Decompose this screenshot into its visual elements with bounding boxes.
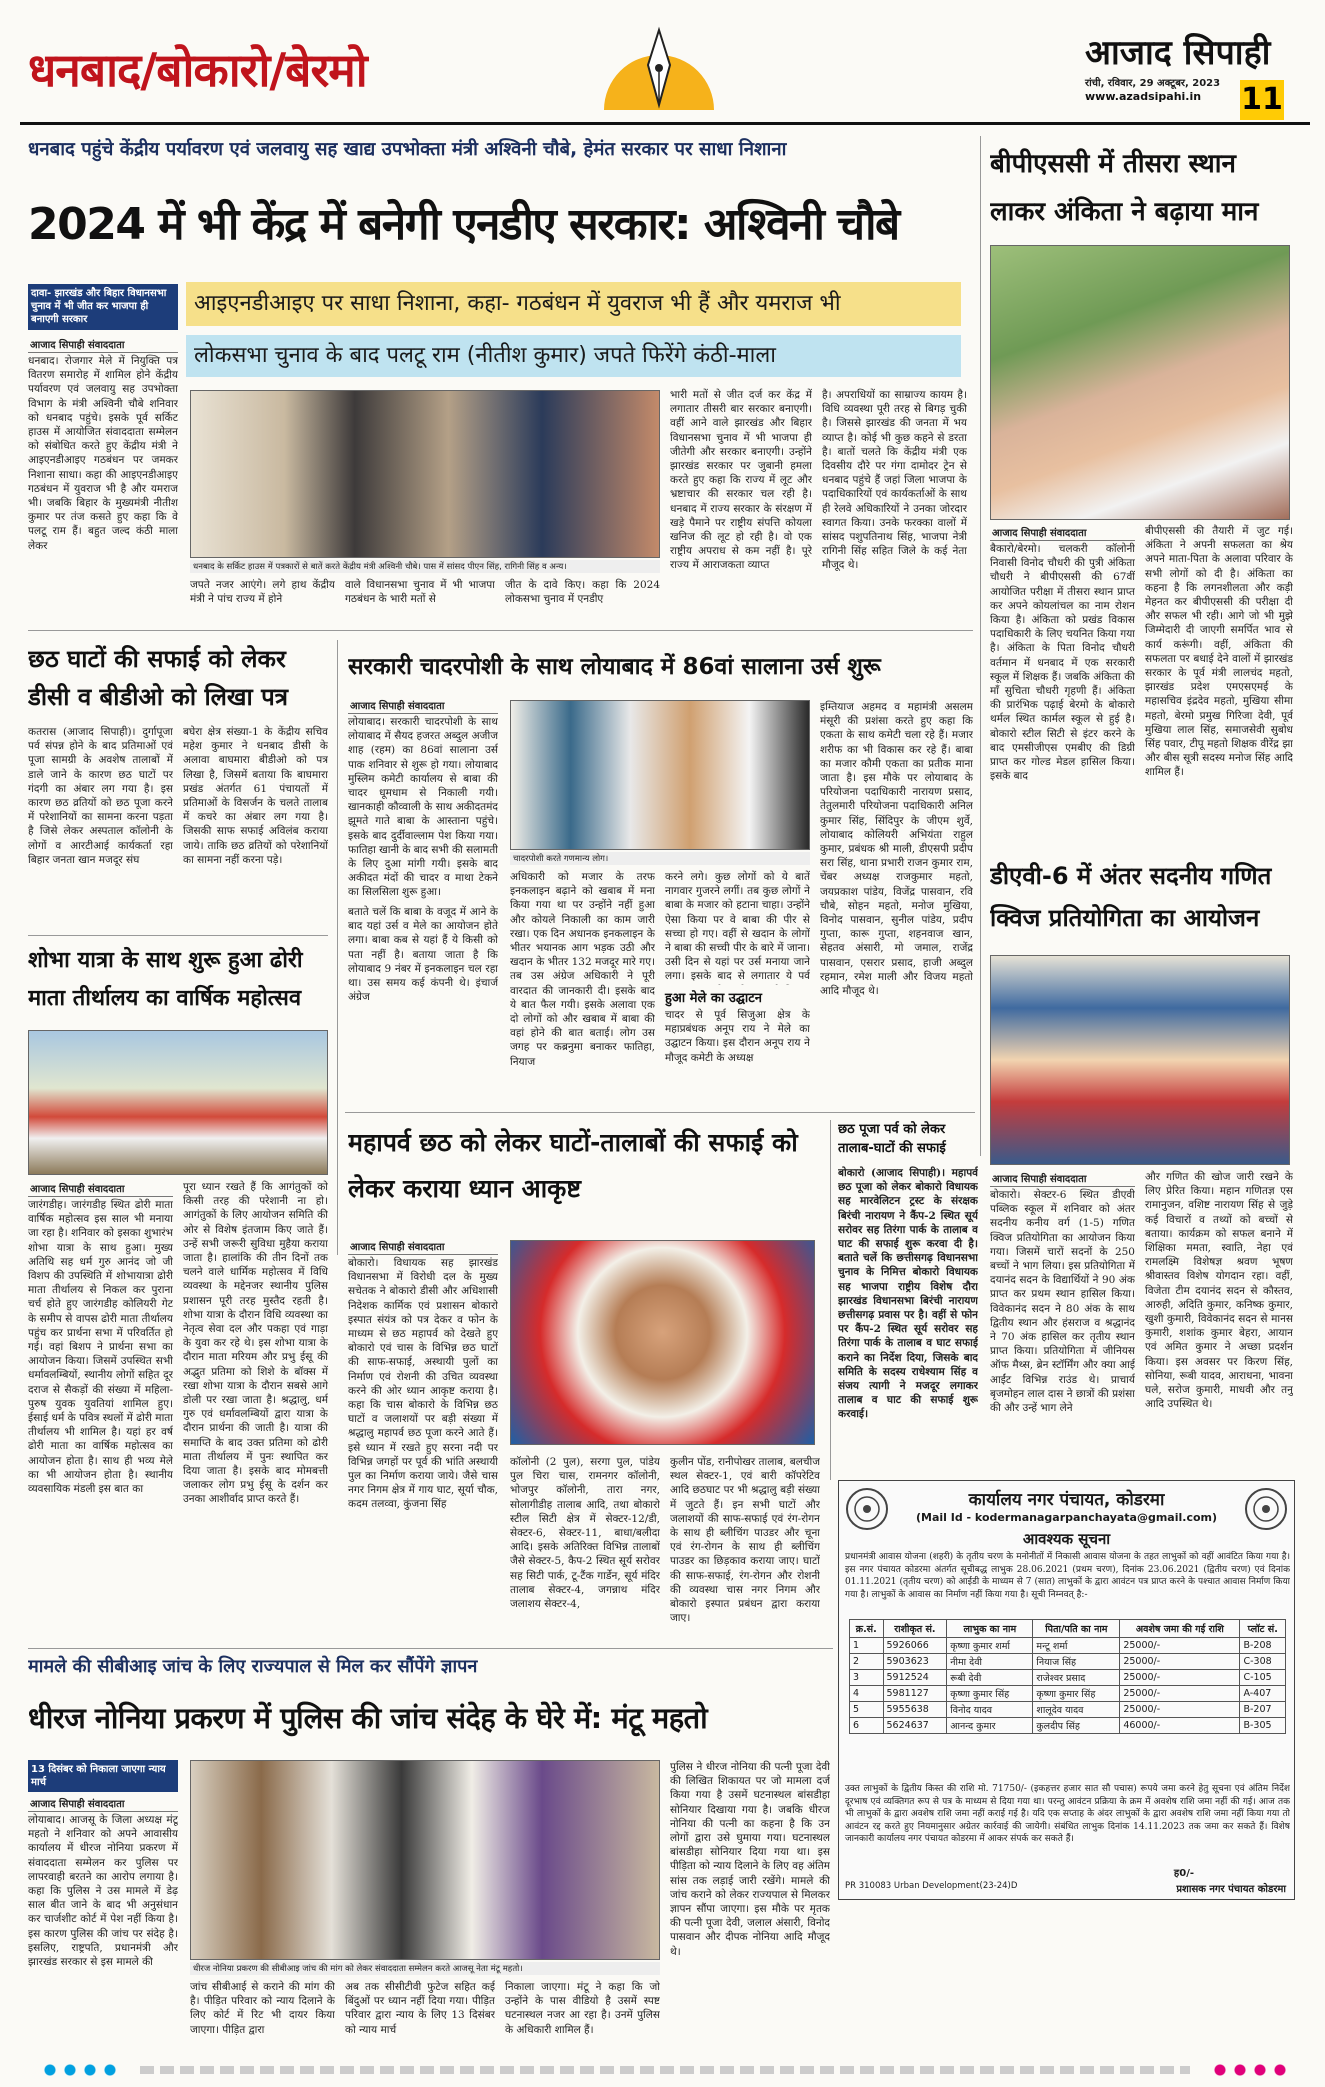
table-header-cell: अवशेष जमा की गई राशि — [1120, 1620, 1240, 1638]
ankita-byline: आजाद सिपाही संवाददाता — [990, 524, 1135, 541]
urs-body-col2: अधिकारी को मजार के तरफ इनकलाइन बढ़ाने को खबाब में मना किया गया था पर उन्होंने नहीं हुआ और कोयले निकाली का काम जारी रखा। एक दिन अधानक इनकलाइन के भीतर भयानक आग भड़क उठी और खदान के भीतर 132 मजदूर मारे गए। तब उस अंग्रेज अधिकारी ने पूरी वारदात की जानकारी दी। इसके बाद ये बात फैल गयी। इसके अलावा एक दो लोगों को और खबाब में बाबा की वहां होने की बात बताई। लोग उस जगह पर कब्रनुमा बनाकर फातिहा, नियाज — [510, 871, 655, 1068]
dateline: रांची, रविवार, 29 अक्टूबर, 2023 — [1085, 78, 1221, 89]
row-divider — [28, 935, 328, 936]
lead-headline: 2024 में भी केंद्र में बनेगी एनडीए सरकार: अश्विनी चौबे — [28, 199, 899, 250]
notice-mail: (Mail Id - kodermanagarpanchayata@gmail.com) — [915, 1511, 1218, 1524]
chhath2-headline: छठ पूजा पर्व को लेकर तालाब-घाटों की सफाई — [838, 1122, 946, 1156]
section-title: धनबाद/बोकारो/बेरमो — [28, 43, 367, 97]
urs-body-col3: करने लगे। कुछ लोगों को ये बातें नागवार गुजरने लगीं। तब कुछ लोगों ने बाबा के मजार को हटाना चाहा। उन्होंने ऐसा किया पर वे बाबा की पीर से सच्चा हो गए। वहीं से खदान के लोगों ने बाबा की सच्ची पीर के बारे में जाना। उसी दिन से यहां पर उर्स मनाया जाने लगा। इसके बाद से लगातार ये पर्व — [665, 871, 810, 983]
cbi-photo-caption: धीरज नोनिया प्रकरण की सीबीआइ जांच की मांग को लेकर संवाददाता सम्मेलन करते आजसू नेता मंटू महतो। — [190, 1962, 660, 1975]
urs-body-col1b: बताते चलें कि बाबा के वजूद में आने के बाद यहां उर्स व मेले का आयोजन होते लगा। बाबा कब से यहां हैं ये किसी को पता नहीं है। बताया जाता है कि लोयाबाद 9 नंबर में इनकलाइन चल रहा था। उस समय कई कंपनी थे। इंचार्ज अंग्रेज — [348, 906, 498, 1004]
newspaper-name: आजाद सिपाही — [1085, 33, 1271, 73]
row-divider — [28, 630, 973, 631]
table-cell: 25000/- — [1120, 1654, 1240, 1670]
table-cell: 2 — [850, 1654, 884, 1670]
shobha-photo — [28, 1030, 328, 1175]
mahaparv-byline: आजाद सिपाही संवाददाता — [348, 1238, 498, 1255]
table-cell: कुलदीप सिंह — [1033, 1718, 1120, 1734]
table-cell: मन्टू शर्मा — [1033, 1638, 1120, 1654]
table-cell: 25000/- — [1120, 1702, 1240, 1718]
masthead-rule — [20, 122, 1310, 125]
cbi-headline: धीरज नोनिया प्रकरण में पुलिस की जांच संदेह के घेरे में: मंटू महतो — [28, 1701, 708, 1735]
urs-photo — [510, 700, 810, 850]
mahaparv-body-col2: कॉलोनी (2 पुल), सरगा पुल, पांडेय पुल चिरा चास, रामनगर कॉलोनी, भोजपुर कॉलोनी, तारा नगर, सोलागीडीह तालाब आदि, तथा बोकारो स्टील सिटी क्षेत्र में सेक्टर-12/डी, सेक्टर-6, सेक्टर-11, बाधा/बलीदा आदि। इसके अतिरिक्त विभिन्न तालाबों जैसे सेक्टर-5, कैप-2 स्थित सूर्य सरोवर सह सिटी पार्क, टू-टैंक गार्डेन, सूर्य मंदिर तालाब सेक्टर-4, जगन्नाथ मंदिर जलाशय सेक्टर-4, — [510, 1456, 660, 1611]
notice-body: उक्त लाभुकों के द्वितीय किस्त की राशि मो. 71750/- (इकहत्तर हजार सात सौ पचास) रूपये जमा करने हेतु सूचना एवं अंतिम निर्देश दूरभाष एवं व्यक्तिगत रूप से पत्र के माध्यम से दिया गया था। परन्तु आवंटन प्रक्रिया के क्रम में अवशेष राशि जमा नहीं की गई। आज तक भी लाभुकों के द्वारा अवशेष राशि जमा नहीं कराई गई है। यदि एक सप्ताह के अंदर लाभुकों के द्वारा अवशेष राशि जमा नहीं किया गया तो आवंटन रद्द करते हुए नियमानुसार अग्रेतर कार्रवाई की जायेगी। संबंधित लाभुक दिनांक 14.11.2023 तक जमा कर सकते हैं। विशेष जानकारी कार्यालय नगर पंचायत कोडरमा में आकर संपर्क कर सकते हैं। — [845, 1784, 1290, 1844]
table-cell: कृष्णा कुमार सिंह — [1033, 1686, 1120, 1702]
cbi-body-col1: लोयाबाद। आजसू के जिला अध्यक्ष मंटू महतो ने शनिवार को अपने आवासीय कार्यालय में धीरज नोनिया प्रकरण में संवाददाता सम्मेलन कर पुलिस पर लापरवाही बरतने का आरोप लगाया है। कहा कि पुलिस ने उस मामले में डेढ़ साल बीत जाने के बाद भी अनुसंधान कर चार्जशीट कोर्ट में पेश नहीं किया है। इस कारण पुलिस की जांच पर संदेह है। इसलिए, राष्ट्रपति, प्रधानमंत्री और झारखंड सरकार से इस मामले की — [28, 1814, 178, 1969]
notice-table — [849, 1619, 1286, 1734]
urs-body-col4: इम्तियाज अहमद व महामंत्री असलम मंसूरी की प्रशंसा करते हुए कहा कि एकता के साथ कमेटी चला रहे हैं। मजार शरीफ का भी विकास कर रहे हैं। बाबा का मजार कौमी एकता का प्रतीक माना जाता है। इस मौके पर लोयाबाद के परियोजना पदाधिकारी नारायण प्रसाद, तेतुलमारी परियोजना पदाधिकारी अनिल कुमार सिंह, सिंदिपुर के जीएम शुर्वे, लोयाबाद कोलियरी अभियंता राहुल कुमार, प्रबंधक श्री माली, डीएसपी प्रदीप सरा सिंह, थाना प्रभारी राजन कुमार राम, चेंबर अध्यक्ष राजकुमार महतो, जयप्रकाश पांडेय, विजेंद्र पासवान, रवि चौबे, सोहन महतो, मनोज मुखिया, विनोद पासवान, सुनील पांडेय, प्रदीप गुप्ता, कारू गुप्ता, शहनवाज खान, सेहतव अंसारी, मो जमाल, राजेंद्र पासवान, एसरार प्रसाद, हाजी अब्दुल रहमान, रमेश माली और विजय महतो आदि मौजूद थे। — [820, 701, 973, 998]
color-dots-left — [40, 2064, 120, 2076]
column-divider — [980, 136, 981, 1156]
urs-byline: आजाद सिपाही संवाददाता — [348, 697, 498, 714]
row-divider — [28, 1648, 833, 1649]
row-divider — [345, 1112, 975, 1113]
table-cell: 6 — [850, 1718, 884, 1734]
dav-body-col1: बोकारो। सेक्टर-6 स्थित डीएवी पब्लिक स्कूल में शनिवार को अंतर सदनीय कनीय वर्ग (1-5) गणित क्विज प्रतियोगिता का आयोजन किया गया। जिसमें चारों सदनों के 250 बच्चों ने भाग लिया। इस प्रतियोगिता में दयानंद सदन के विद्यार्थियों ने 90 अंक प्राप्त कर प्रथम स्थान हासिल किया। विवेकानंद सदन ने 80 अंक के साथ द्वितीय स्थान और हंसराज व श्रद्धानंद ने 70 अंक हासिल कर तृतीय स्थान प्राप्त किया। प्रतियोगिता में जीनियस ऑफ मैथ्स, ब्रेन स्टॉर्मिंग और क्या आई आईंट विभिन्न राउंड थे। प्राचार्य बृजमोहन लाल दास ने छात्रों की प्रशंसा की और उन्हें भाग लेने — [990, 1189, 1135, 1415]
chhath2-body: बोकारो (आजाद सिपाही)। महापर्व छठ पूजा को लेकर बोकारो विधायक सह मारवेलिटन ट्रस्ट के संरक्षक बिरंची नारायण ने कैंप-2 स्थित सूर्य सरोवर सह तिरंगा पार्क के तालाब व घाट की सफाई शुरू करवा दी है। बताते चलें कि छत्तीसगढ़ विधानसभा चुनाव के निमित्त बोकारो विधायक सह भाजपा राष्ट्रीय विशेष दौरा झारखंड विधानसभा बिरंची नारायण छत्तीसगढ़ प्रवास पर है। वहीं से फोन पर कैंप-2 स्थित सूर्य सरोवर सह तिरंगा पार्क के तालाब व घाट सफाई कराने का निर्देश दिया, जिसके बाद समिति के सदस्य राधेश्याम सिंह व संजय त्यागी ने मजदूर लगाकर तालाब व घाट की सफाई शुरू करवाई। — [838, 1167, 978, 1421]
color-dots-right — [1210, 2064, 1290, 2076]
ankita-headline: बीपीएससी में तीसरा स्थान लाकर अंकिता ने बढ़ाया मान — [990, 149, 1259, 227]
notice-table-header — [850, 1620, 1286, 1638]
lead-kicker: धनबाद पहुंचे केंद्रीय पर्यावरण एवं जलवायु सह खाद्य उपभोक्ता मंत्री अश्विनी चौबे, हेमंत सरकार पर साधा निशाना — [28, 139, 787, 160]
urs-body-col3b: चादर से पूर्व सिजुआ क्षेत्र के महाप्रबंधक अनूप राय ने मेले का उद्घाटन किया। इस दौरान अनूप राय ने मौजूद कमेटी के अध्यक्ष — [665, 1009, 810, 1064]
table-row — [850, 1638, 1286, 1654]
dav-photo — [990, 955, 1290, 1165]
table-cell: 46000/- — [1120, 1718, 1240, 1734]
table-cell: 4 — [850, 1686, 884, 1702]
mahaparv-body-col3: कुलीन पोंड, रानीपोखर तालाब, बलचीज स्थल सेक्टर-1, एवं बारी कॉपरेटिव आदि छठघाट पर भी श्रद्धालु बड़ी संख्या में जुटते हैं। इन सभी घाटों और जलाशयों की साफ-सफाई एवं रंग-रोगन के साथ ही ब्लीचिंग पाउडर और चूना एवं रंग-रोगन के साथ ही ब्लीचिंग पाउडर का छिड़काव कराया जाए। घाटों की साफ-सफाई, रंग-रोगन और रोशनी की व्यवस्था चास नगर निगम और बोकारो इस्पात प्रबंधन द्वारा कराया जाए। — [670, 1456, 820, 1625]
shobha-headline: शोभा यात्रा के साथ शुरू हुआ ढोरी माता तीर्थालय का वार्षिक महोत्सव — [28, 948, 303, 1011]
table-cell: 5926066 — [883, 1638, 947, 1654]
cbi-body-col2: जांच सीबीआई से कराने की मांग की है। पीड़ित परिवार को न्याय दिलाने के लिए कोर्ट में रिट भी दायर किया जाएगा। पीड़ित द्वारा — [190, 1981, 335, 2036]
table-cell: B-305 — [1240, 1718, 1286, 1734]
table-row — [850, 1702, 1286, 1718]
government-notice — [838, 1480, 1295, 1900]
shobha-byline: आजाद सिपाही संवाददाता — [28, 1180, 173, 1197]
notice-signed: ह0/- — [1173, 1868, 1194, 1879]
table-cell: शालूदेव यादव — [1033, 1702, 1120, 1718]
table-cell: 25000/- — [1120, 1686, 1240, 1702]
table-row — [850, 1718, 1286, 1734]
shobha-body-col2: पूरा ध्यान रखते हैं कि आगंतुकों को किसी तरह की परेशानी ना हो। आगंतुकों के लिए आयोजन समिति की ओर से विशेष इंतजाम किए जाते हैं। उन्हें सभी जरूरी सुविधा मुहैया कराया जाता है। हालांकि की तीन दिनों तक चलने वाले धार्मिक महोत्सव में विधि व्यवस्था के मद्देनजर स्थानीय पुलिस प्रशासन पूरी तरह मुस्तैद रहती है। शोभा यात्रा के दौरान विधि व्यवस्था का नेतृत्व सेवा दल और पकहा एवं गाड़ा के युवा कर रहे थे। इस शोभा यात्रा के दौरान माता मरियम और प्रभु ईसू की अद्भुत प्रतिमा को शिशे के बॉक्स में रखा शोभा यात्रा के दौरान सबसे आगे डोली पर रखा जाता है। श्रद्धालु, धर्म गुरु एवं धर्मावलम्बियों द्वारा यात्रा के दौरान प्रार्थना की जाती है। यात्रा की समाप्ति के बाद उक्त प्रतिमा को ढोरी माता तीर्थालय में पुनः स्थापित कर दिया जाता है। इसके बाद मोमबत्ती जलाकर लोग प्रभु ईसू के दर्शन कर उनका आशीर्वाद प्राप्त करते हैं। — [183, 1181, 328, 1506]
lead-sidebar-quote: दावा- झारखंड और बिहार विधानसभा चुनाव में भी जीत कर भाजपा ही बनाएगी सरकार — [28, 284, 178, 330]
urs-mela-subhead: हुआ मेले का उद्घाटन — [665, 991, 762, 1006]
lead-body-col3: वाले विधानसभा चुनाव में भी भाजपा गठबंधन के भारी मतों से — [345, 579, 495, 606]
shobha-body-col1: जारंगडीह। जारंगडीह स्थित ढोरी माता वार्षिक महोत्सव इस साल भी मनाया जा रहा है। शनिवार को इसका शुभारंभ शोभा यात्रा के साथ हुआ। मुख्य अतिथि सह धर्म गुरु आनंद जो जी विशप की उपस्थिति में शोभायात्रा ढोरी माता तीर्थालय से निकल कर पुराना चर्च होते हुए जारंगडीह कोलियरी गेट के समीप से वापस ढोरी माता तीर्थालय पहुंच कर प्रार्थना सभा में परिवर्तित हो गई। वहां बिशप ने प्रार्थना सभा का आयोजन किया। जिसमें उपस्थित सभी धर्मावलम्बियों, स्थानीय लोगों सहित दूर दराज से सैकड़ों की संख्या में महिला-पुरुष युवक युवतियां शामिल हुए। ईसाई धर्म के पवित्र स्थलों में ढोरी माता तीर्थालय भी शामिल है। यहां हर वर्ष ढोरी माता का वार्षिक महोत्सव का आयोजन होता है। साथ ही भव्य मेले का भी आयोजन होता है। स्थानीय व्यवसायिक मंडली इस बात का — [28, 1199, 173, 1496]
table-cell: राजेश्वर प्रसाद — [1033, 1670, 1120, 1686]
notice-signature: प्रशासक नगर पंचायत कोडरमा — [1176, 1884, 1286, 1895]
urs-body-col1: लोयाबाद। सरकारी चादरपोशी के साथ लोयाबाद में सैयद हजरत अब्दुल अजीज शाह (रहम) का 86वां सालाना उर्स पाक शनिवार से शुरू हो गया। लोयाबाद मुस्लिम कमेटी कार्यालय से बाबा की चादर धूमधाम से निकाली गयी। खानकाही कौव्वाली के साथ अकीदतमंद झूमते गाते बाबा के आस्ताना पहुंचे। इसके बाद दुर्दीवाल्लाम पेश किया गया। फातिहा खानी के बाद सभी की सलामती के लिए दुआ मांगी गयी। इसके बाद अकीदत मंदों की चादर व माथा टेकने का सिलसिला शुरू हुआ। — [348, 716, 498, 899]
pen-nib-logo — [600, 20, 718, 110]
lead-photo-caption: धनबाद के सर्किट हाउस में पत्रकारों से बातें करते केंद्रीय मंत्री अश्विनी चौबे। पास में सांसद पीएन सिंह, रागिनी सिंह व अन्य। — [190, 560, 660, 573]
ankita-photo — [990, 245, 1290, 520]
table-cell: नीमा देवी — [947, 1654, 1033, 1670]
table-header-cell: लाभुक का नाम — [947, 1620, 1033, 1638]
table-cell: रूबी देवी — [947, 1670, 1033, 1686]
table-header-cell: क्र.सं. — [850, 1620, 884, 1638]
urs-photo-caption: चादरपोशी करते गणमान्य लोग। — [510, 852, 810, 865]
table-cell: 5955638 — [883, 1702, 947, 1718]
table-cell: आनन्द कुमार — [947, 1718, 1033, 1734]
mahaparv-headline: महापर्व छठ को लेकर घाटों-तालाबों की सफाई को लेकर कराया ध्यान आकृष्ट — [348, 1128, 798, 1203]
lead-body-col6: है। अपराधियों का साम्राज्य कायम है। विधि व्यवस्था पूरी तरह से बिगड़ चुकी है। जिससे झारखंड की जनता में भय व्याप्त है। कोई भी कुछ कहने से डरता है। बातों चलते कि केंद्रीय मंत्री एक दिवसीय दौरे पर गंगा दामोदर ट्रेन से धनबाद पहुंचे हैं जहां जिला भाजपा के पदाधिकारियों एवं कार्यकर्ताओं के साथ ही रेलवे अधिकारियों ने उनका जोरदार स्वागत किया। उनके फरक्का वालों में सांसद पशुपतिनाथ सिंह, भाजपा नेत्री रागिनी सिंह सहित जिले के कई नेता मौजूद थे। — [822, 389, 967, 572]
table-cell: B-207 — [1240, 1702, 1286, 1718]
table-cell: B-208 — [1240, 1638, 1286, 1654]
dav-headline: डीएवी-6 में अंतर सदनीय गणित क्विज प्रतियोगिता का आयोजन — [990, 862, 1272, 932]
column-divider — [830, 1120, 831, 1480]
emblem-right-icon — [1244, 1487, 1288, 1531]
mahaparv-photo — [510, 1240, 815, 1445]
lead-sub1: आइएनडीआइए पर साधा निशाना, कहा- गठबंधन में युवराज भी हैं और यमराज भी — [186, 282, 961, 326]
chhath1-headline: छठ घाटों की सफाई को लेकर डीसी व बीडीओ को लिखा पत्र — [28, 645, 289, 711]
table-cell: 3 — [850, 1670, 884, 1686]
urs-headline: सरकारी चादरपोशी के साथ लोयाबाद में 86वां सालाना उर्स शुरू — [348, 654, 881, 680]
cbi-body-col4: निकाला जाएगा। मंटू ने कहा कि जो उन्होंने के पास वीडियो है उसमें स्पष्ट घटनास्थल नजर आ रहा है। उनमें पुलिस के अधिकारी शामिल हैं। — [505, 1981, 660, 2036]
table-cell: C-105 — [1240, 1670, 1286, 1686]
table-header-cell: राशीकृत सं. — [883, 1620, 947, 1638]
cbi-photo — [190, 1760, 660, 1960]
cbi-byline: आजाद सिपाही संवाददाता — [28, 1795, 178, 1812]
table-cell: 5903623 — [883, 1654, 947, 1670]
dav-byline: आजाद सिपाही संवाददाता — [990, 1170, 1135, 1187]
column-divider — [337, 640, 338, 1255]
ankita-body-col2: बीपीएससी की तैयारी में जुट गई। अंकिता ने अपनी सफलता का श्रेय अपने माता-पिता के अलावा परिवार के सभी लोगों को दी है। अंकिता का कहना है कि लगनशीलता और कड़ी मेहनत कर बीपीएससी की परीक्षा दी और सफल भी रही। आगे जो भी मुझे जिम्मेदारी दी जाएगी समर्पित भाव से कार्य करूंगी। वहीं, अंकिता की सफलता पर बधाई देने वालों में झारखंड सरकार के पूर्व मंत्री लालचंद महतो, झारखंड प्रदेश एमएसएमई के महासचिव इंद्रदेव महतो, मुखिया सीमा महतो, बेरमो प्रमुख गिरिजा देवी, पूर्व मुखिया लाल सिंह, समाजसेवी सुबोध सिंह पवार, टीपू महतो शिक्षक वीरेंद्र झा और बीस सूत्री सदस्य मनोज सिंह आदि शामिल हैं। — [1145, 525, 1293, 779]
table-cell: 5981127 — [883, 1686, 947, 1702]
lead-body-col1: धनबाद। रोजगार मेले में नियुक्ति पत्र वितरण समारोह में शामिल होने केंद्रीय पर्यावरण एवं जलवायु सह उपभोक्ता विभाग के मंत्री अश्विनी चौबे शनिवार को धनबाद पहुंचे। इसके पूर्व सर्किट हाउस में आयोजित संवाददाता सम्मेलन को संबोधित करते हुए केंद्रीय मंत्री ने आइएनडीआइए गठबंधन पर जमकर निशाना साधा। कहा की आइएनडीआइए गठबंधन में युवराज भी है और यमराज भी। जबकि बिहार के मुख्यमंत्री नीतीश कुमार पर तंज कसते हुए कहा कि वे पलटू राम हैं। बहुत जल्द कंठी माला लेकर — [28, 355, 178, 552]
emblem-left-icon — [845, 1487, 889, 1531]
lead-byline: आजाद सिपाही संवाददाता — [28, 336, 178, 353]
lead-photo — [190, 390, 660, 558]
cbi-body-col3: अब तक सीसीटीवी फुटेज सहित कई बिंदुओं पर ध्यान नहीं दिया गया। पीड़ित परिवार द्वारा न्याय के लिए 13 दिसंबर को न्याय मार्च — [345, 1981, 495, 2036]
table-cell: 5 — [850, 1702, 884, 1718]
table-cell: 25000/- — [1120, 1670, 1240, 1686]
table-cell: कृष्णा कुमार सिंह — [947, 1686, 1033, 1702]
table-row — [850, 1686, 1286, 1702]
notice-intro: प्रधानमंत्री आवास योजना (शहरी) के तृतीय चरण के मनोनीतों में निकासी आवास योजना के तहत लाभुकों को वहीं आवंटित किया गया है। इस नगर पंचायत कोडरमा अंतर्गत सूचीबद्ध लाभुक 28.06.2021 (प्रथम चरण), दिनांक 23.06.2021 (द्वितीय चरण) एवं दिनांक 01.11.2021 (तृतीय चरण) को आईडी के माध्यम से 7 (सात) लाभुकों के द्वारा आवंटन पत्र प्राप्त करने के पश्चात आवास निर्माण किया गया है। लाभुकों के आवास का निर्माण नहीं किया गया है। सूची निम्नवत् है:- — [845, 1552, 1290, 1600]
website: www.azadsipahi.in — [1085, 90, 1202, 103]
table-cell: नियाज सिंह — [1033, 1654, 1120, 1670]
lead-body-col2: जपते नजर आएंगे। लगे हाथ केंद्रीय मंत्री ने पांच राज्य में होने — [190, 579, 335, 606]
lead-body-col5: भारी मतों से जीत दर्ज कर केंद्र में लगातार तीसरी बार सरकार बनाएगी। वहीं आने वाले झारखंड और बिहार विधानसभा चुनाव में भी भाजपा ही जीतेगी और सरकार बनाएगी। उन्होंने झारखंड सरकार पर जुबानी हमला करते हुए कहा कि राज्य में लूट और भ्रष्टाचार की सरकार चल रही है। धनबाद में राज्य सरकार के संरक्षण में खड़े पैमाने पर राष्ट्रीय संपत्ति कोयला खनिज की लूट हो रही है। वो एक राष्ट्रीय अपराध से कम नहीं है। पूरे राज्य में आराजकता व्याप्त — [670, 389, 812, 572]
table-row — [850, 1670, 1286, 1686]
notice-pr-number: PR 310083 Urban Development(23-24)D — [845, 1881, 1018, 1891]
table-cell: कृष्णा कुमार शर्मा — [947, 1638, 1033, 1654]
dav-body-col2: और गणित की खोज जारी रखने के लिए प्रेरित किया। महान गणितज्ञ एस रामानुजन, वशिष्ट नारायण सिंह से जुड़े कई विचारों व तथ्यों को बच्चों से बताया। कार्यक्रम को सफल बनाने में शिक्षिका ममता, स्वाति, नेहा एवं रामलक्ष्मि विशेषज्ञ श्रवण भूषण श्रीवास्तव विशेष योगदान रहा। वहीं, विजेता टीम दयानंद सदन से कौस्तव, आरुही, अदिति कुमार, कनिष्क कुमार, खुशी कुमारी, विवेकानंद सदन से मानस कुमारी, शशांक कुमार बेहरा, आयान एवं अमित कुमार ने अच्छा प्रदर्शन किया। इस अवसर पर किरण सिंह, सोनिया, रूबी यादव, आराधना, भावना घले, सरोज कुमारी, माधवी और तनु आदि उपस्थित थे। — [1145, 1171, 1293, 1411]
table-cell: 1 — [850, 1638, 884, 1654]
registration-bar — [140, 2066, 1190, 2074]
table-row — [850, 1654, 1286, 1670]
notice-office: कार्यालय नगर पंचायत, कोडरमा — [968, 1490, 1165, 1510]
table-cell: 5912524 — [883, 1670, 947, 1686]
notice-title: आवश्यक सूचना — [1022, 1530, 1111, 1548]
table-cell: 5624637 — [883, 1718, 947, 1734]
ankita-body-col1: बैकारो/बेरमो। चलकरी कॉलोनी निवासी विनोद चौधरी की पुत्री अंकिता चौधरी ने बीपीएससी की 67वीं आयोजित परीक्षा में तीसरा स्थान प्राप्त कर अपने कोयलांचल का नाम रोशन किया है। अंकिता को प्रखंड विकास पदाधिकारी के लिए चयनित किया गया है। अंकिता के पिता विनोद चौधरी वर्तमान में धनबाद में एक सरकारी स्कूल में शिक्षक हैं। जबकि अंकिता की माँ सुचिता चौधरी गृहणी हैं। अंकिता की प्रारंभिक पढ़ाई बेरमो के बोकारो थर्मल स्थित कार्मल स्कूल से हुई है। बोकारो स्टील सिटी से इंटर करने के बाद एमसीजीएस एमबीए की डिग्री प्राप्त कर गोल्ड मेडल हासिल किया। इसके बाद — [990, 543, 1135, 783]
table-header-cell: पिता/पति का नाम — [1033, 1620, 1120, 1638]
lead-sub2: लोकसभा चुनाव के बाद पलटू राम (नीतीश कुमार) जपते फिरेंगे कंठी-माला — [186, 335, 961, 377]
lead-body-col4: जीत के दावे किए। कहा कि 2024 लोकसभा चुनाव में एनडीए — [505, 579, 660, 606]
table-header-cell: प्लॉट सं. — [1240, 1620, 1286, 1638]
mahaparv-body-col1: बोकारो। विधायक सह झारखंड विधानसभा में विरोधी दल के मुख्य सचेतक ने बोकारो डीसी और अधिशासी निदेशक कार्मिक एवं प्रशासन बोकारो इस्पात संयंत्र को पत्र देकर व फोन के माध्यम से छठ महापर्व को देखते हुए बोकारो एवं चास के विभिन्न छठ घाटों की साफ-सफाई, अस्थायी पुलों का निर्माण एवं रोशनी की उचित व्यवस्था करने की ओर ध्यान आकृष्ट कराया है। कहा कि चास बोकारो के विभिन्न छठ घाटों व जलाशयों पर बड़ी संख्या में श्रद्धालु महापर्व छठ पूजा करने आते हैं। इसे ध्यान में रखते हुए सरना नदी पर विभिन्न जगहों पर पूर्व की भांति अस्थायी पुल का निर्माण कराया जाये। जैसे चास नगर निगम क्षेत्र में गाय घाट, सूर्या चौक, कदम तलव्वा, कुंजना सिंह — [348, 1257, 498, 1511]
page-number: 11 — [1240, 80, 1284, 120]
chhath1-body-col2: बघेरा क्षेत्र संख्या-1 के केंद्रीय सचिव महेश कुमार ने धनबाद डीसी के अलावा बाघमारा बीडीओ को पत्र लिखा है, जिसमें बताया कि बाघमारा प्रखंड अंतर्गत 61 पंचायतों में प्रतिमाओं के विसर्जन के चलते तालाब में कचरे का अंबार लग गया है। जिसकी साफ सफाई अविलंब कराया जाये। ताकि छठ व्रतियों को परेशानियों का सामना नहीं करना पड़े। — [183, 726, 328, 866]
chhath1-body-col1: कतरास (आजाद सिपाही)। दुर्गापूजा पर्व संपन्न होने के बाद प्रतिमाओं एवं पूजा सामग्री के अवशेष तालाबों में डाले जाने के कारण छठ घाटों पर गंदगी का अंबार लग गया है। इस कारण छठ व्रतियों को छठ पूजा करने में परेशानियों का सामना करना पड़ता है जिसे लेकर अस्पताल कॉलोनी के लोगों व आरटीआई कार्यकर्ता रहा बिहार जनता खान मजदूर संघ — [28, 726, 173, 866]
table-cell: 25000/- — [1120, 1638, 1240, 1654]
table-cell: A-407 — [1240, 1686, 1286, 1702]
cbi-banner: मामले की सीबीआइ जांच के लिए राज्यपाल से मिल कर सौंपेंगे ज्ञापन — [28, 1656, 478, 1677]
table-cell: विनोद यादव — [947, 1702, 1033, 1718]
table-cell: C-308 — [1240, 1654, 1286, 1670]
cbi-body-col5: पुलिस ने धीरज नोनिया की पत्नी पूजा देवी की लिखित शिकायत पर जो मामला दर्ज किया गया है उसमें घटनास्थल बांसडीहा सोनियार दिखाया गया है। जबकि धीरज नोनिया की पत्नी का कहना है कि उन लोगों द्वारा उसे घुमाया गया। घटनास्थल बांसडीहा सोनियार दिया गया था। इस पीड़िता को न्याय दिलाने के लिए वह अंतिम सांस तक लड़ाई जारी रखेंगे। मामले की जांच कराने को लेकर राज्यपाल से मिलकर ज्ञापन सौंपा जाएगा। इस मौके पर मृतक की पत्नी पूजा देवी, जलाल अंसारी, विनोद पासवान और दीपक नोनिया आदि मौजूद थे। — [670, 1761, 830, 1958]
cbi-side-quote: 13 दिसंबर को निकाला जाएगा न्याय मार्च — [28, 1760, 178, 1792]
